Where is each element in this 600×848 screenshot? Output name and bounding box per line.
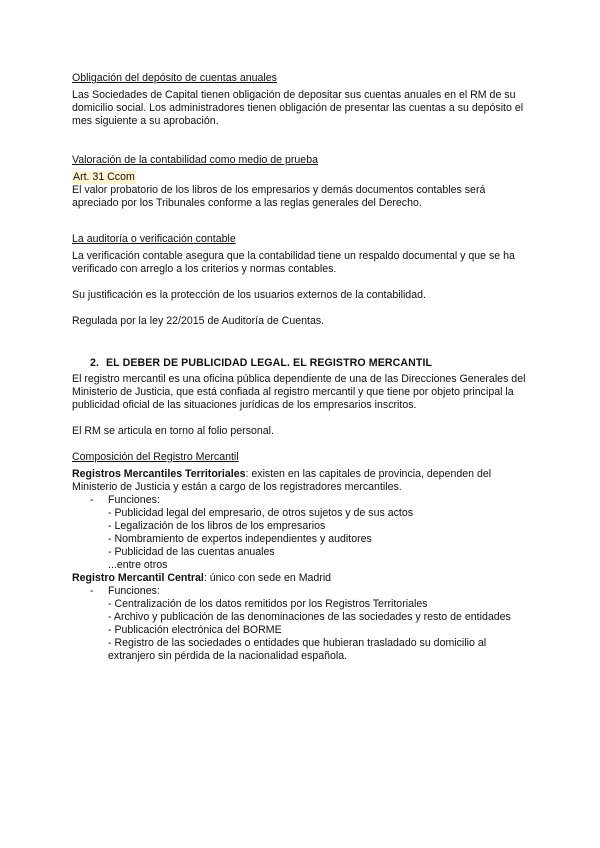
territorial-registry-desc: : existen en las capitales de provincia, dependen del Ministerio de Justicia y están a cargo de los registradores mercantiles.: [72, 468, 492, 493]
section-heading-auditoria: La auditoría o verificación contable: [72, 233, 236, 245]
central-functions-label: - Funciones:: [72, 585, 532, 598]
list-item: - Legalización de los libros de los empresarios: [108, 520, 326, 532]
list-item: - Registro de las sociedades o entidades que hubieran trasladado su domicilio al extranjero sin pérdida de la nacionalidad española.: [108, 637, 487, 662]
chapter-number: 2.: [90, 357, 100, 369]
paragraph-registro-2: El RM se articula en torno al folio personal.: [72, 425, 274, 437]
central-registry-desc: : único con sede en Madrid: [203, 572, 332, 584]
central-registry-entry: [72, 572, 532, 585]
territorial-functions-label: - Funciones:: [72, 494, 532, 507]
list-item: - Publicación electrónica del BORME: [108, 624, 282, 636]
document-page: [72, 70, 532, 663]
central-functions-items: [72, 598, 532, 663]
list-item-more: ...entre otros: [108, 559, 168, 571]
chapter-heading: [90, 357, 532, 370]
section-heading-composicion: Composición del Registro Mercantil: [72, 451, 239, 463]
chapter-title: EL DEBER DE PUBLICIDAD LEGAL. EL REGISTRO MERCANTIL: [106, 357, 433, 369]
paragraph-deposito: Las Sociedades de Capital tienen obligación de depositar sus cuentas anuales en el RM de su domicilio social. Los administradores tienen obligación de presentar las cuentas a su depósito el mes siguiente a su aprobación.: [72, 89, 524, 127]
list-item: - Centralización de los datos remitidos por los Registros Territoriales: [108, 598, 428, 610]
central-functions-list: [72, 585, 532, 598]
list-item: - Publicidad legal del empresario, de otros sujetos y de sus actos: [108, 507, 414, 519]
territorial-functions-items: [72, 507, 532, 572]
section-heading-valoracion: Valoración de la contabilidad como medio de prueba: [72, 154, 318, 166]
section-heading-deposito: Obligación del depósito de cuentas anuales: [72, 72, 277, 84]
article-reference-highlight: Art. 31 Ccom: [73, 171, 135, 183]
paragraph-auditoria-2: Su justificación es la protección de los usuarios externos de la contabilidad.: [72, 289, 426, 301]
paragraph-auditoria-3: Regulada por la ley 22/2015 de Auditoría de Cuentas.: [72, 315, 325, 327]
paragraph-registro-1: El registro mercantil es una oficina pública dependiente de una de las Direcciones Generales del Ministerio de Justicia, que está confiada al registro mercantil y que tiene por objeto principal la publicidad oficial de las situaciones jurídicas de los empresarios inscritos.: [72, 373, 526, 411]
paragraph-valoracion: El valor probatorio de los libros de los empresarios y demás documentos contables será apreciado por los Tribunales conforme a las reglas generales del Derecho.: [72, 184, 486, 209]
territorial-registry-name: Registros Mercantiles Territoriales: [72, 468, 246, 480]
central-registry-name: Registro Mercantil Central: [72, 572, 204, 584]
territorial-functions-list: [72, 494, 532, 507]
paragraph-auditoria-1: La verificación contable asegura que la contabilidad tiene un respaldo documental y que se ha verificado con arreglo a los criterios y normas contables.: [72, 250, 515, 275]
list-item: - Publicidad de las cuentas anuales: [108, 546, 275, 558]
list-item: - Archivo y publicación de las denominaciones de las sociedades y resto de entidades: [108, 611, 511, 623]
list-item: - Nombramiento de expertos independientes y auditores: [108, 533, 372, 545]
territorial-registry-entry: [72, 468, 532, 494]
